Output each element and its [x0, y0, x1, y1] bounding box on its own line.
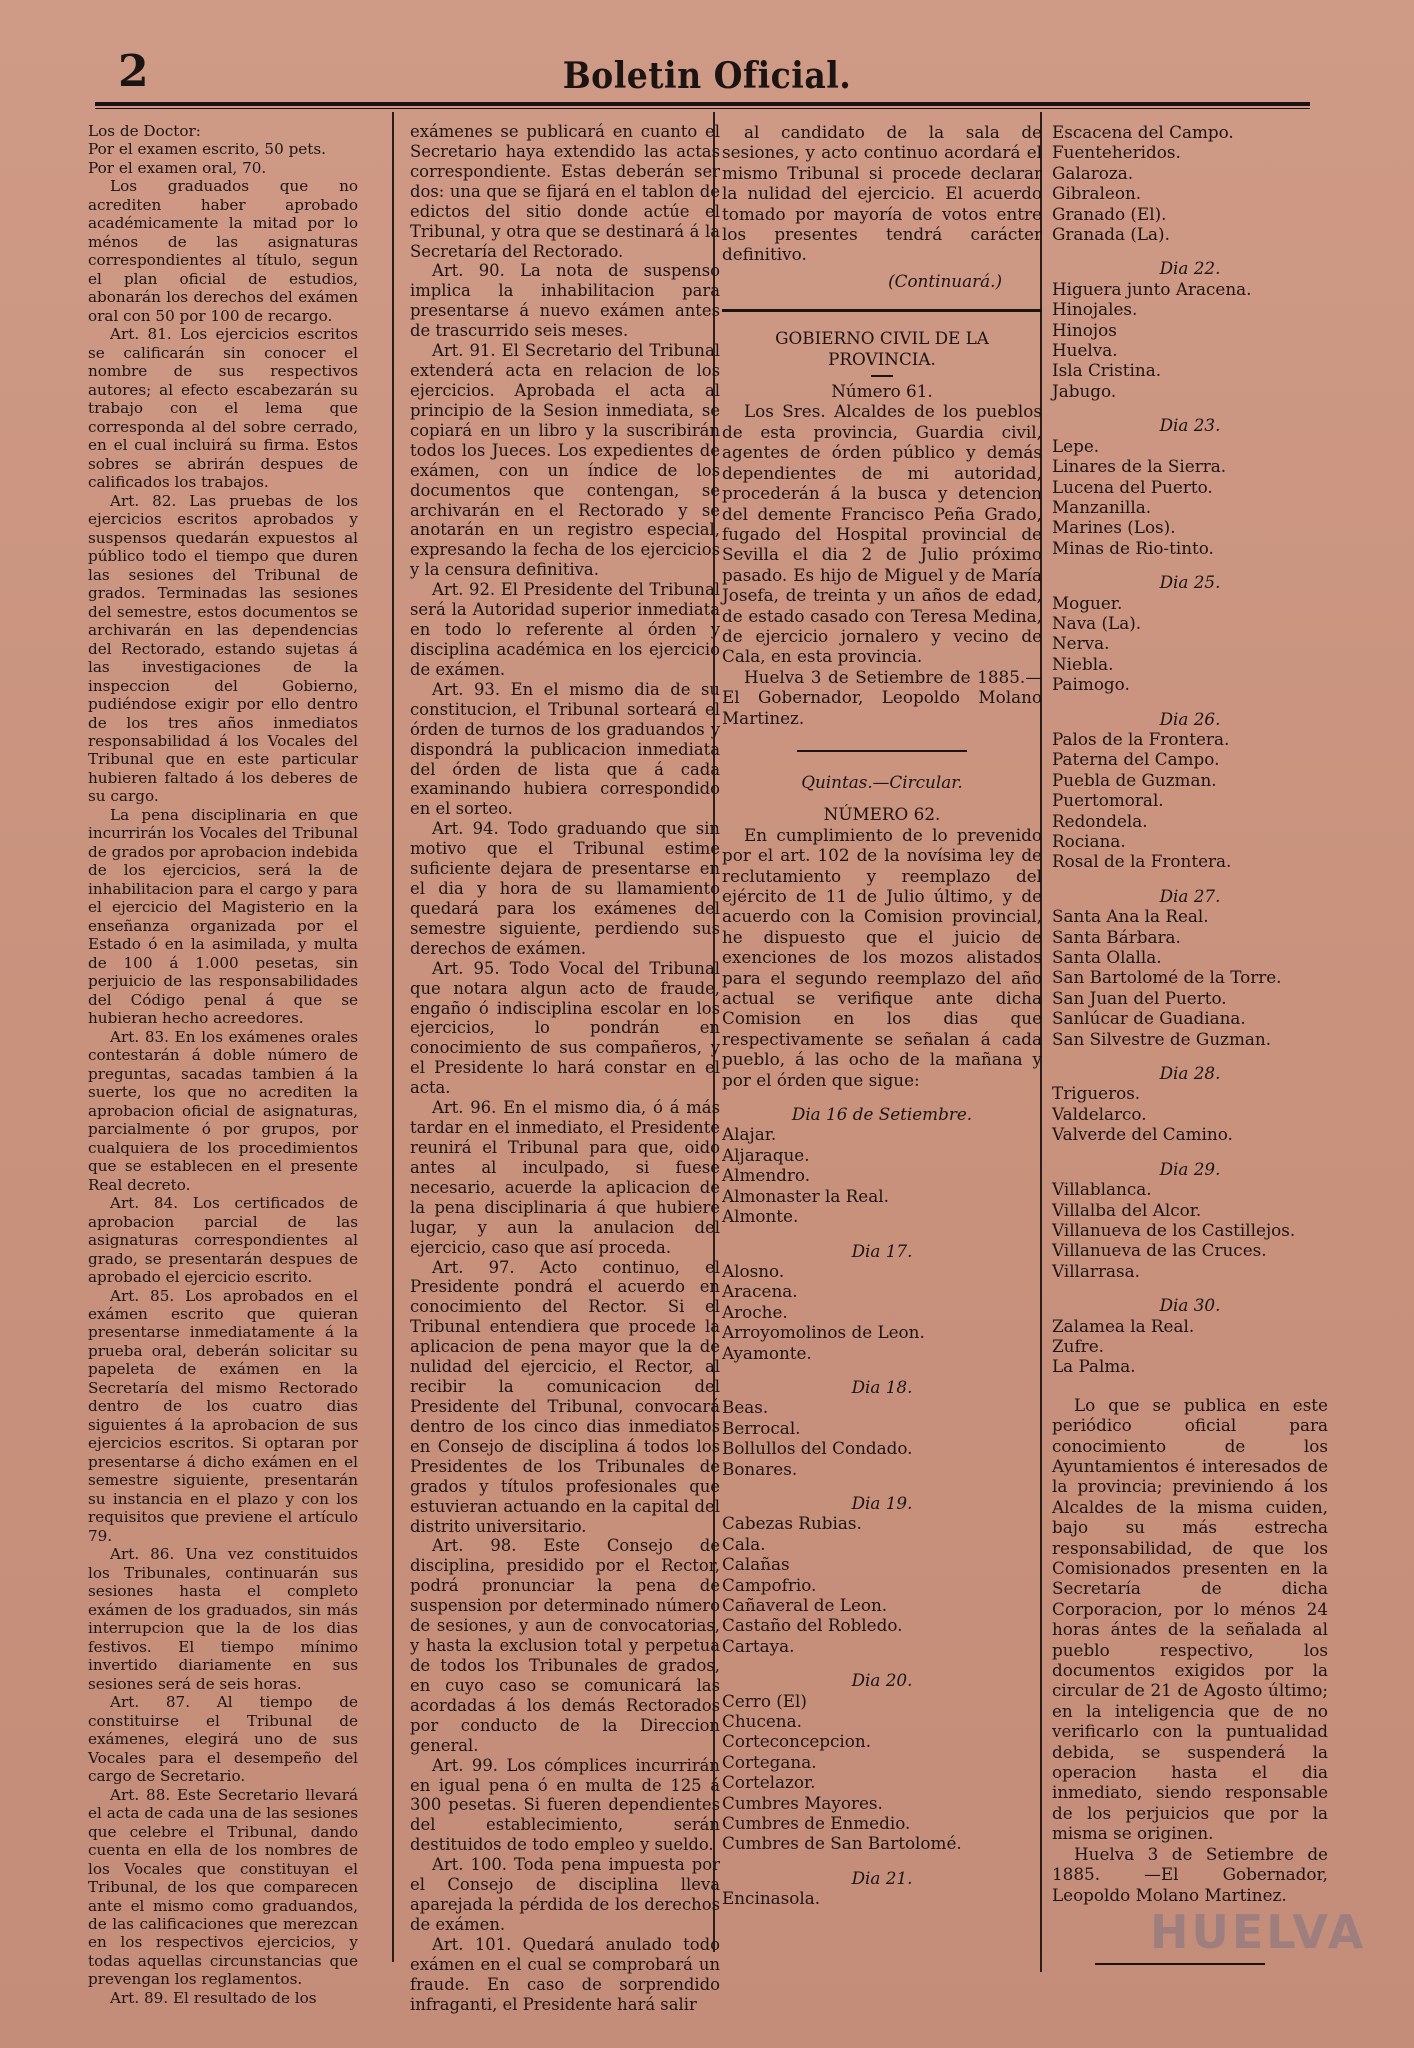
town-item: Cabezas Rubias. [722, 1513, 862, 1534]
town-item: Alajar. [722, 1124, 777, 1145]
paragraph: Art. 100. Toda pena impuesta por el Consejo de disciplina lleva aparejada la pérdida de los derechos de exámen. [410, 1855, 720, 1934]
town-item: Santa Bárbara. [1052, 926, 1181, 947]
column-4 [1052, 122, 1328, 1905]
town-item: Huelva. [1052, 340, 1118, 361]
paragraph: Art. 92. El Presidente del Tribunal será la Autoridad superior inmediata en todo lo referente al órden y disciplina académica en los ejercicio de exámen. [410, 580, 720, 679]
separator-rule [797, 750, 967, 752]
notice-number: Número 61. [831, 381, 933, 402]
town-item: San Juan del Puerto. [1052, 987, 1227, 1008]
paragraph: Art. 96. En el mismo dia, ó á más tardar en el inmediato, el Presidente reunirá el Tribunal para que, oido antes al inculpado, si fuese necesario, acuerde la aplicacion de la pena disciplinaria á que hubiere lugar, y aun la anulacion del ejercicio, caso que así proceda. [410, 1098, 720, 1257]
paragraph: Art. 89. El resultado de los [110, 1988, 317, 2007]
paragraph: Los Sres. Alcaldes de los pueblos de esta provincia, Guardia civil, agentes de órden público y demás dependientes de mi autoridad, procederán á la busca y detencion del demente Francisco Peña Grado, fugado del Hospital provincial de Sevilla el dia 2 de Julio próximo pasado. Es hijo de Miguel y de María Josefa, de treinta y un años de edad, de estado casado con Teresa Medina, de ejercicio jornalero y vecino de Cala, en esta provincia. [722, 401, 1042, 667]
town-item: Moguer. [1052, 592, 1123, 613]
town-item: Bollullos del Condado. [722, 1438, 913, 1459]
town-item: Granado (El). [1052, 203, 1167, 224]
archive-watermark: HUELVA [1150, 1905, 1367, 1959]
day-heading: Dia 25. [1159, 572, 1221, 593]
town-item: Minas de Rio-tinto. [1052, 537, 1214, 558]
town-item: Castaño del Robledo. [722, 1615, 903, 1636]
town-item: Hinojos [1052, 319, 1117, 340]
continuara-note: (Continuará.) [888, 270, 1002, 291]
town-item: Palos de la Frontera. [1052, 728, 1230, 749]
schedule-list [722, 1104, 1042, 1909]
closing-paragraph: Lo que se publica en este periódico oficial para conocimiento de los Ayuntamientos é interesados de la provincia; previniendo á los Alcaldes de la misma cuiden, bajo su más estrecha responsabilidad, de que los Comisionados presenten en la Secretaría de dicha Corporacion, por lo ménos 24 horas ántes de la señalada al pueblo respectivo, los documentos exigidos por la circular de 21 de Agosto último; en la inteligencia que de no verificarlo con la puntualidad debida, se suspenderá la operacion hasta el dia inmediato, siendo responsable de los perjuicios que por la misma se originen. [1052, 1394, 1328, 1844]
town-item: Isla Cristina. [1052, 360, 1162, 381]
town-item: Fuenteheridos. [1052, 142, 1181, 163]
paragraph: Art. 94. Todo graduando que sin motivo que el Tribunal estime suficiente dejara de presentarse en el dia y hora de su llamamiento quedará para los exámenes del semestre siguiente, perdiendo sus derechos de exámen. [410, 819, 720, 958]
town-item: Cortegana. [722, 1751, 817, 1772]
paragraph: Los de Doctor: [88, 122, 201, 140]
town-item: Niebla. [1052, 653, 1114, 674]
town-item: Almonte. [722, 1206, 799, 1227]
town-item: Campofrio. [722, 1574, 817, 1595]
town-item: Cumbres de San Bartolomé. [722, 1833, 962, 1854]
town-item: La Palma. [1052, 1356, 1136, 1377]
paragraph: Art. 87. Al tiempo de constituirse el Tribunal de exámenes, elegirá uno de sus Vocales para el desempeño del cargo de Secretario. [88, 1693, 358, 1786]
town-item: Calañas [722, 1554, 790, 1575]
day-heading: Dia 22. [1159, 258, 1221, 279]
paragraph: Art. 97. Acto continuo, el Presidente pondrá el acuerdo en conocimiento del Rector. Si el Tribunal entendiera que procede la aplicacion de pena mayor que la de nulidad del ejercicio, el Rector, al recibir la comunicacion del Presidente del Tribunal, convocará dentro de los cinco dias inmediatos en Consejo de disciplina á todos los Presidentes de los Tribunales de grados y títulos profesionales que estuvieran actuando en la capital del distrito universitario. [410, 1257, 720, 1536]
town-item: Villablanca. [1052, 1179, 1152, 1200]
town-item: Puertomoral. [1052, 790, 1164, 811]
column-divider [392, 112, 394, 1962]
town-item: San Silvestre de Guzman. [1052, 1028, 1272, 1049]
town-item: Marines (Los). [1052, 517, 1176, 538]
day-heading: Dia 18. [851, 1376, 913, 1397]
town-item: Puebla de Guzman. [1052, 769, 1217, 790]
town-item: Encinasola. [722, 1888, 821, 1909]
town-item: Chucena. [722, 1711, 802, 1732]
paragraph: Art. 95. Todo Vocal del Tribunal que notara algun acto de fraude, engaño ó indisciplina escolar en los ejercicios, lo pondrán en conocimiento de sus compañeros, y el Presidente lo hará constar en el acta. [410, 958, 720, 1098]
town-item: Villalba del Alcor. [1052, 1199, 1202, 1220]
town-item: Cerro (El) [722, 1690, 807, 1711]
town-item: Trigueros. [1052, 1083, 1141, 1104]
day-heading: Dia 20. [851, 1670, 913, 1691]
town-item: Beas. [722, 1397, 769, 1418]
town-item: Zufre. [1052, 1335, 1104, 1356]
day-heading: Dia 23. [1159, 415, 1221, 436]
masthead-rule-thin [95, 108, 1310, 109]
paragraph: Los graduados que no acrediten haber aprobado académicamente la mitad por lo ménos de las asignaturas correspondientes al título, segun el plan oficial de estudios, abonarán los derechos del exámen oral con 50 por 100 de recargo. [88, 177, 358, 325]
paragraph: Art. 101. Quedará anulado todo exámen en el cual se comprobará un fraude. En caso de sorprendido infraganti, el Presidente hará salir [410, 1934, 720, 2014]
town-item: Lepe. [1052, 435, 1100, 456]
notice-number: NÚMERO 62. [823, 804, 941, 825]
town-item: Redondela. [1052, 810, 1148, 831]
town-item: Ayamonte. [722, 1342, 812, 1363]
paragraph: Art. 99. Los cómplices incurrirán en igual pena ó en multa de 125 á 300 pesetas. Si fueren dependientes del establecimiento, serán destituidos de todo empleo y sueldo. [410, 1755, 720, 1855]
schedule-list [1052, 122, 1328, 1377]
section-rule [722, 309, 1042, 312]
town-item: Cañaveral de Leon. [722, 1595, 888, 1615]
town-item: San Bartolomé de la Torre. [1052, 967, 1282, 988]
town-item: Aracena. [722, 1281, 798, 1302]
town-item: Paimogo. [1052, 674, 1130, 695]
town-item: Villarrasa. [1052, 1260, 1140, 1281]
paragraph: Art. 82. Las pruebas de los ejercicios escritos aprobados y suspensos quedarán expuestos al público todo el tiempo que duren las sesiones del Tribunal de grados. Terminadas las sesiones del semestre, estos documentos se archivarán en las dependencias del Rectorado, estando sujetas á las investigaciones de la inspeccion del Gobierno, pudiéndose exigir por ello dentro de los tres años inmediatos responsabilidad á los Vocales del Tribunal que en este particular hubieren faltado á los deberes de su cargo. [88, 491, 358, 806]
paragraph: Art. 86. Una vez constituidos los Tribunales, continuarán sus sesiones hasta el completo exámen de los graduados, sin más interrupcion que la de los dias festivos. El tiempo mínimo invertido diariamente en sus sesiones será de seis horas. [88, 1545, 358, 1693]
town-item: Nerva. [1052, 633, 1110, 654]
town-item: Cartaya. [722, 1635, 795, 1656]
town-item: Lucena del Puerto. [1052, 476, 1213, 497]
town-item: Jabugo. [1052, 380, 1117, 401]
town-item: Rosal de la Frontera. [1052, 851, 1232, 872]
paragraph: Por el examen escrito, 50 pets. [88, 140, 327, 159]
paragraph: Art. 85. Los aprobados en el exámen escrito que quieran presentarse inmediatamente á la prueba oral, deberán solicitar su papeleta de exámen en la Secretaría del mismo Rectorado dentro de los cuatro dias siguientes á la aprobacion de sus ejercicios escritos. Si optaran por presentarse á dicho exámen en el semestre siguiente, presentarán su instancia en el plazo y con los requisitos que previene el artículo 79. [88, 1286, 358, 1545]
town-item: Valdelarco. [1052, 1103, 1147, 1124]
signature: Huelva 3 de Setiembre de 1885.— El Gobernador, Leopoldo Molano Martinez. [722, 666, 1042, 728]
paragraph: Art. 91. El Secretario del Tribunal extenderá acta en relacion de los ejercicios. Aprobada el acta al principio de la Sesion inmediata, se copiará en un libro y la suscribirán todos los Jueces. Los expedientes de exámen, con un índice de los documentos que contengan, se archivarán en el Rectorado y se anotarán en un registro especial, expresando la fecha de los ejercicios y la censura definitiva. [410, 341, 720, 580]
town-item: Valverde del Camino. [1052, 1124, 1233, 1145]
town-item: Almendro. [722, 1165, 811, 1186]
section-heading: GOBIERNO CIVIL DE LA PROVINCIA. [775, 328, 989, 369]
town-item: Cala. [722, 1533, 766, 1554]
town-item: Manzanilla. [1052, 496, 1152, 517]
column-1 [88, 122, 358, 2007]
town-item: Granada (La). [1052, 224, 1170, 245]
day-heading: Dia 29. [1159, 1158, 1221, 1179]
town-item: Zalamea la Real. [1052, 1315, 1195, 1336]
town-item: Santa Olalla. [1052, 947, 1162, 968]
town-item: Hinojales. [1052, 299, 1138, 320]
masthead [0, 0, 1414, 110]
day-heading: Dia 21. [851, 1867, 913, 1888]
page-number: 2 [118, 46, 149, 97]
day-heading: Dia 27. [1159, 885, 1221, 906]
town-item: Cortelazor. [722, 1772, 816, 1793]
town-item: Aroche. [722, 1301, 788, 1322]
town-item: Higuera junto Aracena. [1052, 278, 1252, 299]
town-item: Linares de la Sierra. [1052, 456, 1227, 477]
heading-dash [871, 375, 893, 377]
paragraph: Art. 83. En los exámenes orales contestarán á doble número de preguntas, sacadas tambien á la suerte, los que no acrediten la aprobacion oficial de asignaturas, parcialmente ó por grupos, por cualquiera de los procedimientos que se establecen en el presente Real decreto. [88, 1027, 358, 1194]
town-item: Cumbres Mayores. [722, 1792, 883, 1813]
town-item: Galaroza. [1052, 162, 1134, 183]
day-heading: Dia 16 de Setiembre. [791, 1104, 973, 1125]
day-heading: Dia 26. [1159, 708, 1221, 729]
day-heading: Dia 17. [851, 1240, 913, 1261]
paragraph: exámenes se publicará en cuanto el Secretario haya extendido las actas correspondiente. Estas deberán ser dos: una que se fijará en el tablon de edictos del sitio donde actúe el Tribunal, y otra que se destinará á la Secretaría del Rectorado. [410, 122, 720, 261]
town-item: Villanueva de los Castillejos. [1052, 1219, 1296, 1240]
end-rule [1095, 1963, 1265, 1965]
town-item: Santa Ana la Real. [1052, 906, 1209, 927]
day-heading: Dia 19. [851, 1492, 913, 1513]
paragraph: Art. 84. Los certificados de aprobacion parcial de las asignaturas correspondientes al grado, se presentarán despues de aprobado el ejercicio escrito. [88, 1194, 358, 1287]
paragraph: Art. 98. Este Consejo de disciplina, presidido por el Rector, podrá pronunciar la pena de suspension por determinado número de sesiones, y aun de convocatorias, y hasta la exclusion total y perpetua de todos los Tribunales de grados, en cuyo caso se comunicará las acordadas á los demás Rectorados por conducto de la Direccion general. [410, 1536, 720, 1755]
column-3 [722, 122, 1042, 1909]
town-item: Berrocal. [722, 1417, 801, 1438]
town-item: Gibraleon. [1052, 183, 1142, 204]
town-item: Arroyomolinos de Leon. [722, 1322, 925, 1343]
paragraph: al candidato de la sala de sesiones, y acto continuo acordará el mismo Tribunal si procede declarar la nulidad del ejercicio. El acuerdo tomado por mayoría de votos entre los presentes tendrá carácter definitivo. [722, 122, 1042, 265]
paragraph: Por el examen oral, 70. [88, 158, 267, 177]
signature: Huelva 3 de Setiembre de 1885. —El Gobernador, Leopoldo Molano Martinez. [1052, 1843, 1328, 1905]
paragraph: Art. 88. Este Secretario llevará el acta de cada una de las sesiones que celebre el Tribunal, dando cuenta en ella de los nombres de los Vocales que constituyan el Tribunal, de los que comparecen ante el mismo como graduandos, de las calificaciones que merezcan en los respectivos ejercicios, y todas aquellas circunstancias que prevengan los reglamentos. [88, 1785, 358, 1989]
town-item: Bonares. [722, 1458, 798, 1479]
town-item: Corteconcepcion. [722, 1731, 872, 1752]
town-item: Alosno. [722, 1260, 785, 1281]
section-heading: Quintas.—Circular. [801, 771, 963, 792]
town-item: Sanlúcar de Guadiana. [1052, 1008, 1246, 1029]
town-item: Escacena del Campo. [1052, 122, 1234, 142]
town-item: Aljaraque. [722, 1144, 810, 1165]
masthead-title: Boletin Oficial. [562, 55, 852, 97]
day-heading: Dia 30. [1159, 1295, 1221, 1316]
paragraph: La pena disciplinaria en que incurrirán los Vocales del Tribunal de grados por aprobacion indebida de los ejercicios, será la de inhabilitacion para el cargo y para el ejercicio del Magisterio en la enseñanza organizada por el Estado ó en la asimilada, y multa de 100 á 1.000 pesetas, sin perjuicio de las responsabilidades del Código penal á que se hubieran hecho acreedores. [88, 805, 358, 1028]
town-item: Almonaster la Real. [722, 1185, 889, 1206]
day-heading: Dia 28. [1159, 1063, 1221, 1084]
town-item: Paterna del Campo. [1052, 749, 1220, 770]
town-item: Nava (La). [1052, 612, 1142, 633]
paragraph: Art. 81. Los ejercicios escritos se calificarán sin conocer el nombre de sus respectivos autores; al efecto escabezarán su trabajo con el lema que corresponda al del sobre cerrado, en el cual incluirá su firma. Estos sobres se abrirán despues de calificados los trabajos. [88, 325, 358, 492]
paragraph: Art. 93. En el mismo dia de su constitucion, el Tribunal sorteará el órden de turnos de los graduandos y dispondrá la publicacion inmediata del órden de lista que á cada examinando hubiera correspondido en el sorteo. [410, 679, 720, 819]
town-item: Rociana. [1052, 831, 1126, 851]
paragraph: Art. 90. La nota de suspenso implica la inhabilitacion para presentarse á nuevo exámen antes de trascurrido seis meses. [410, 261, 720, 341]
paragraph: En cumplimiento de lo prevenido por el art. 102 de la novísima ley de reclutamiento y reemplazo del ejército de 11 de Julio último, y de acuerdo con la Comision provincial, he dispuesto que el juicio de exenciones de los mozos alistados para el segundo reemplazo del año actual se verifique ante dicha Comision en los dias que respectivamente se señalan á cada pueblo, á las ocho de la mañana y por el órden que sigue: [722, 824, 1042, 1090]
column-2 [410, 122, 720, 2015]
masthead-rule [95, 102, 1310, 106]
town-item: Cumbres de Enmedio. [722, 1813, 911, 1834]
town-item: Villanueva de las Cruces. [1052, 1240, 1267, 1261]
